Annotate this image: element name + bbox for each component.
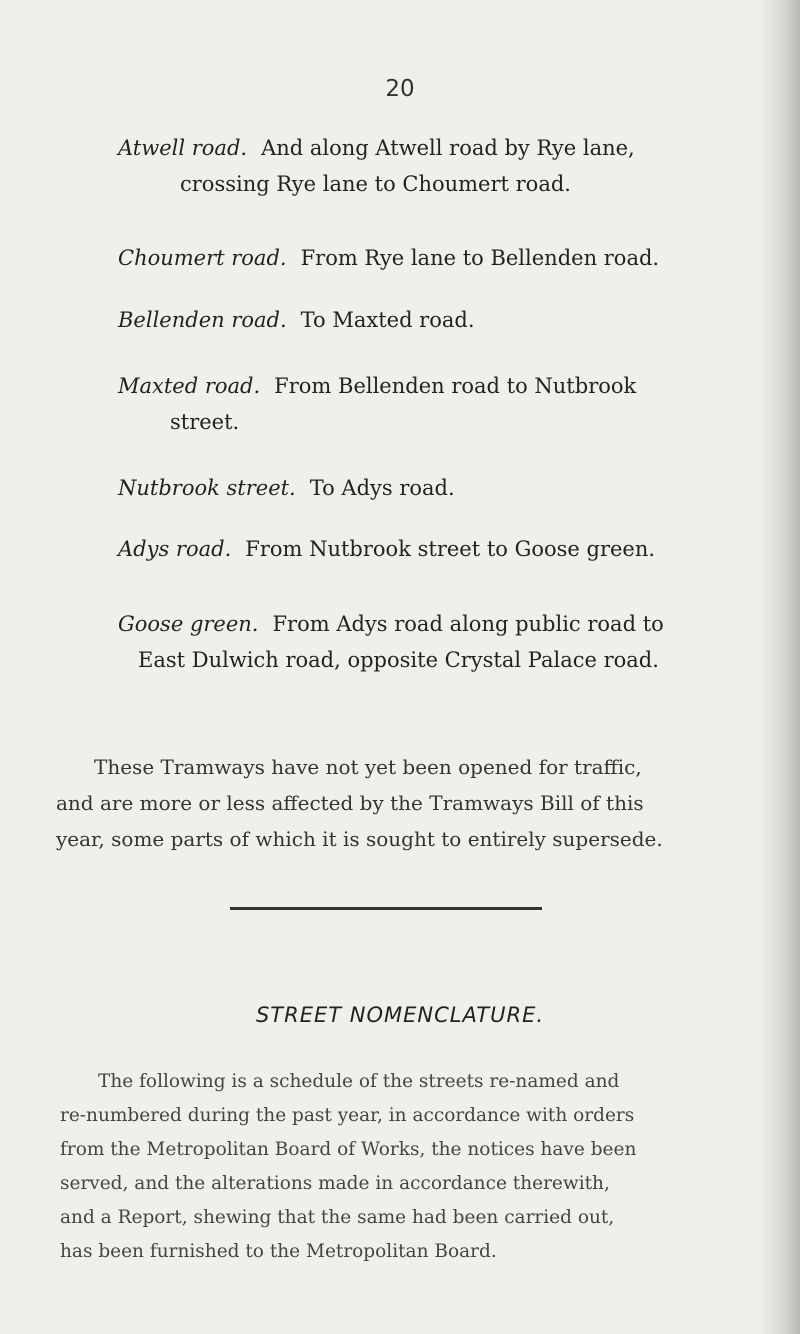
entry-label: Goose green. <box>118 612 259 636</box>
section-heading: STREET NOMENCLATURE. <box>255 1003 545 1027</box>
tramways-paragraph <box>56 749 756 857</box>
entry-label: Choumert road. <box>118 246 287 270</box>
route-entry-atwell-road <box>118 130 758 202</box>
paragraph-line: These Tramways have not yet been opened for traffic, <box>94 755 642 779</box>
route-entry-bellenden-road <box>118 302 758 338</box>
route-entry-nutbrook-street <box>118 470 758 506</box>
paragraph-line: re-numbered during the past year, in accordance with orders <box>60 1105 635 1126</box>
entry-label: Maxted road. <box>118 374 261 398</box>
entry-text: To Maxted road. <box>300 308 475 332</box>
paragraph-line: and are more or less affected by the Tramways Bill of this <box>56 791 644 815</box>
paragraph-line: served, and the alterations made in accordance therewith, <box>60 1173 610 1194</box>
entry-label: Adys road. <box>118 537 232 561</box>
entry-continuation: crossing Rye lane to Choumert road. <box>180 172 571 196</box>
paragraph-line: from the Metropolitan Board of Works, the notices have been <box>60 1139 637 1160</box>
route-entry-adys-road <box>118 531 758 567</box>
entry-label: Nutbrook street. <box>118 476 296 500</box>
entry-text: From Nutbrook street to Goose green. <box>245 537 656 561</box>
entry-label: Bellenden road. <box>118 308 287 332</box>
paragraph-line: has been furnished to the Metropolitan Board. <box>60 1241 497 1262</box>
entry-label: Atwell road. <box>118 136 248 160</box>
entry-text: To Adys road. <box>309 476 455 500</box>
route-entry-goose-green <box>118 606 758 678</box>
entry-text: From Rye lane to Bellenden road. <box>300 246 660 270</box>
entry-text: And along Atwell road by Rye lane, <box>261 136 635 160</box>
route-entry-choumert-road <box>118 240 758 276</box>
paragraph-line: year, some parts of which it is sought to entirely supersede. <box>56 827 663 851</box>
route-entry-maxted-road <box>118 368 758 440</box>
paragraph-line: and a Report, shewing that the same had been carried out, <box>60 1207 615 1228</box>
entry-text: From Bellenden road to Nutbrook <box>274 374 637 398</box>
entry-continuation: East Dulwich road, opposite Crystal Palace road. <box>138 648 659 672</box>
page-edge-shadow <box>760 0 800 1334</box>
nomenclature-paragraph <box>60 1065 750 1269</box>
page-number: 20 <box>385 76 415 102</box>
section-divider <box>230 907 542 910</box>
entry-text: From Adys road along public road to <box>272 612 664 636</box>
entry-continuation: street. <box>170 410 240 434</box>
paragraph-line: The following is a schedule of the streets re-named and <box>98 1071 620 1092</box>
